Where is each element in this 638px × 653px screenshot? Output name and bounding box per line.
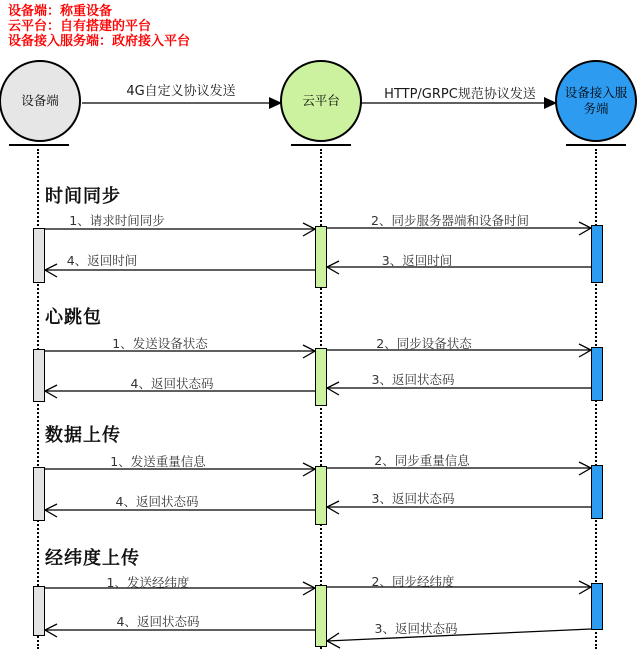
message-arrow — [327, 261, 591, 274]
message-label: 3、返回状态码 — [371, 491, 455, 506]
activation-bar-server — [591, 583, 603, 630]
activation-bar-server — [591, 225, 603, 283]
message-label: 2、同步重量信息 — [374, 453, 470, 468]
message-label: 3、返回状态码 — [374, 621, 458, 636]
message-label: 4、返回状态码 — [115, 494, 199, 509]
section-title-latlng-upload: 经纬度上传 — [45, 548, 140, 569]
section-title-heartbeat: 心跳包 — [45, 307, 102, 328]
message-label: 3、返回时间 — [381, 253, 453, 268]
actor-label: 设备接入服务端 — [564, 85, 628, 116]
activation-bar-cloud — [315, 348, 327, 406]
activation-bar-server — [591, 465, 603, 519]
actor-baseline — [9, 144, 69, 146]
activation-bar-cloud — [315, 585, 327, 647]
message-label: 1、发送经纬度 — [106, 575, 190, 590]
activation-bar-server — [591, 347, 603, 401]
actor-baseline — [566, 144, 626, 146]
legend-line: 设备端：称重设备 — [8, 4, 113, 19]
actor-server-circle — [555, 60, 637, 142]
message-arrow — [327, 581, 591, 594]
message-label: 1、请求时间同步 — [69, 213, 165, 228]
message-arrow — [327, 382, 591, 395]
activation-bar-cloud — [315, 466, 327, 525]
legend-line: 设备接入服务端：政府接入平台 — [8, 34, 191, 49]
message-label: 2、同步服务器端和设备时间 — [371, 213, 529, 228]
actor-baseline — [291, 144, 351, 146]
activation-bar-device — [33, 228, 45, 283]
activation-bar-cloud — [315, 226, 327, 288]
legend — [8, 4, 190, 49]
actor-label: 设备端 — [21, 93, 59, 109]
message-label: 2、同步经纬度 — [371, 574, 455, 589]
actor-label: 云平台 — [302, 93, 340, 109]
message-label: 2、同步设备状态 — [376, 336, 472, 351]
section-title-time-sync: 时间同步 — [45, 186, 121, 207]
message-label: 1、发送设备状态 — [112, 336, 208, 351]
actor-device-circle — [0, 60, 81, 142]
actor-cloud-circle — [280, 60, 362, 142]
legend-line: 云平台：自有搭建的平台 — [8, 19, 152, 34]
message-arrow — [327, 629, 591, 648]
section-title-data-upload: 数据上传 — [45, 425, 121, 446]
message-label: 4、返回时间 — [66, 253, 138, 268]
message-label: 4、返回状态码 — [130, 376, 214, 391]
message-label: 1、发送重量信息 — [110, 454, 206, 469]
activation-bar-device — [33, 349, 45, 402]
activation-bar-device — [33, 586, 45, 636]
message-arrow — [327, 501, 591, 514]
activation-bar-device — [33, 467, 45, 521]
message-label: 4、返回状态码 — [116, 614, 200, 629]
protocol-arrow-label: HTTP/GRPC规范协议发送 — [384, 87, 536, 102]
protocol-arrow-label: 4G自定义协议发送 — [126, 84, 236, 99]
message-label: 3、返回状态码 — [371, 372, 455, 387]
